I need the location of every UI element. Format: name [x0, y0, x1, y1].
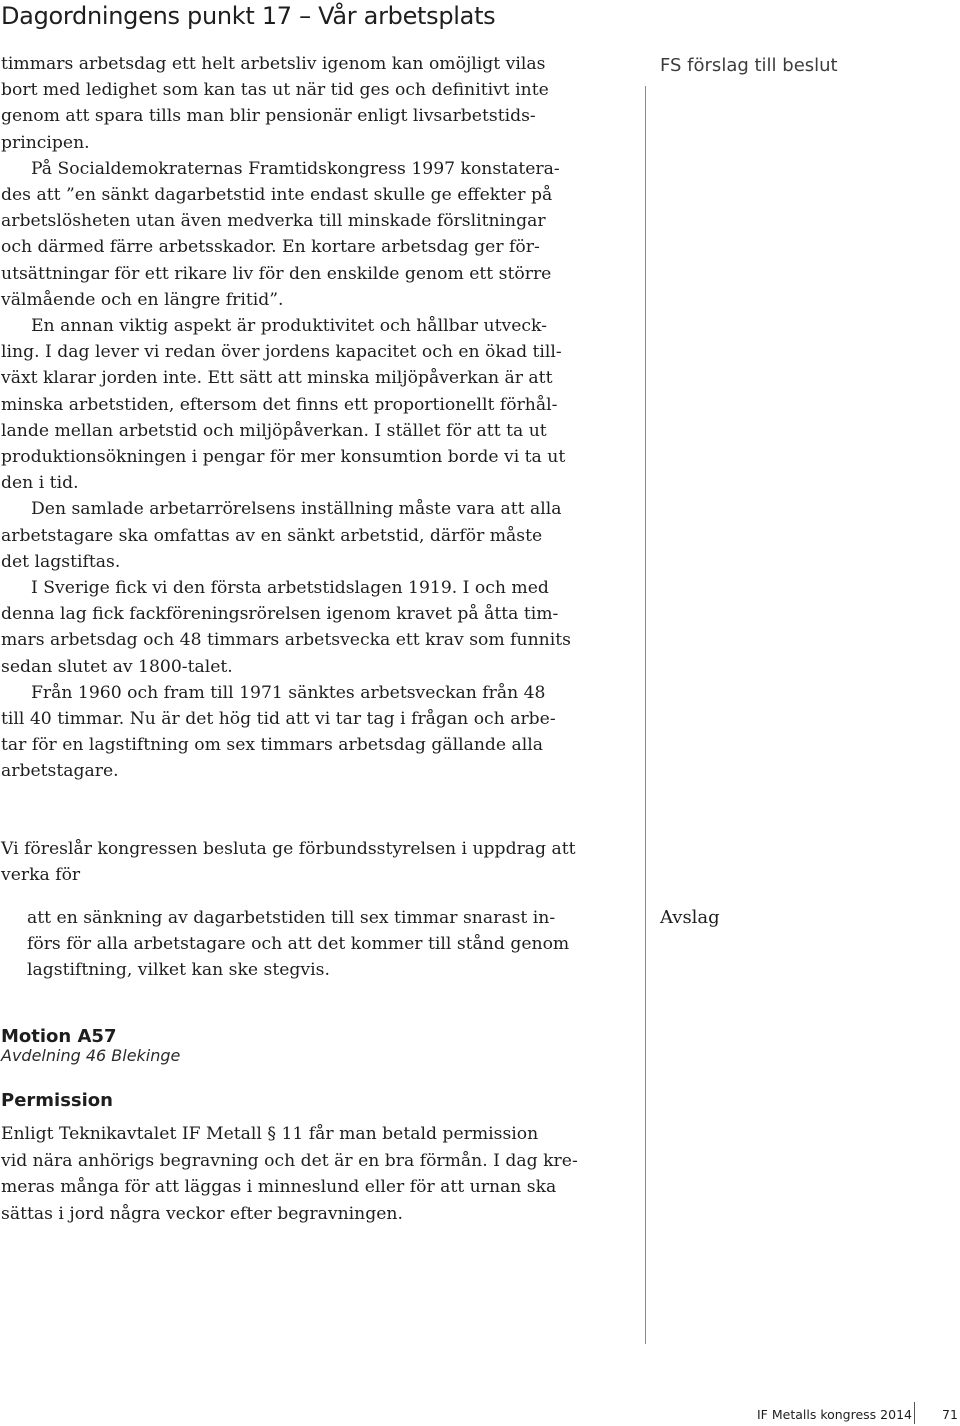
body-line: produktionsökningen i pengar för mer konsumtion borde vi ta ut	[1, 447, 566, 468]
body-line: lande mellan arbetstid och miljöpåverkan. I stället för att ta ut	[1, 420, 547, 441]
motion-line: Enligt Teknikavtalet IF Metall § 11 får man betald permission	[1, 1124, 539, 1144]
motion-line: vid nära anhörigs begravning och det är en bra förmån. I dag kre-	[1, 1150, 578, 1171]
proposal-line: Vi föreslår kongressen besluta ge förbundsstyrelsen i uppdrag att	[1, 839, 576, 859]
fs-proposal-heading: FS förslag till beslut	[660, 55, 838, 76]
att-line: att en sänkning av dagarbetstiden till sex timmar snarast in-	[27, 908, 556, 928]
body-line: utsättningar för ett rikare liv för den enskilde genom ett större	[1, 263, 552, 284]
body-line: En annan viktig aspekt är produktivitet och hållbar utveck-	[31, 316, 547, 337]
motion-subtitle: Avdelning 46 Blekinge	[1, 1046, 181, 1065]
body-line: till 40 timmar. Nu är det hög tid att vi tar tag i frågan och arbe-	[1, 709, 556, 730]
body-line: timmars arbetsdag ett helt arbetsliv igenom kan omöjligt vilas	[1, 54, 546, 74]
footer-divider	[914, 1402, 915, 1424]
proposal-intro	[1, 836, 631, 888]
body-line: arbetstagare ska omfattas av en sänkt arbetstid, därför måste	[1, 525, 543, 546]
column-divider	[645, 86, 646, 1344]
motion-text	[1, 1121, 631, 1227]
body-text	[1, 51, 621, 785]
body-line: des att ”en sänkt dagarbetstid inte endast skulle ge effekter på	[1, 185, 553, 206]
body-line: välmående och en längre fritid”.	[1, 289, 284, 310]
body-line: Från 1960 och fram till 1971 sänktes arbetsveckan från 48	[31, 682, 546, 703]
body-line: arbetstagare.	[1, 761, 119, 782]
body-line: principen.	[1, 132, 90, 153]
board-decision: Avslag	[660, 907, 720, 928]
body-line: arbetslösheten utan även medverka till minskade förslitningar	[1, 211, 546, 232]
page-number: 71	[942, 1407, 958, 1422]
body-line: tar för en lagstiftning om sex timmars arbetsdag gällande alla	[1, 735, 544, 756]
body-line: växt klarar jorden inte. Ett sätt att minska miljöpåverkan är att	[1, 368, 553, 389]
motion-title: Motion A57	[1, 1026, 117, 1047]
footer-label: IF Metalls kongress 2014	[757, 1407, 912, 1422]
body-line: bort med ledighet som kan tas ut när tid ges och definitivt inte	[1, 80, 549, 101]
body-line: mars arbetsdag och 48 timmars arbetsvecka ett krav som funnits	[1, 630, 571, 651]
body-line: Den samlade arbetarrörelsens inställning måste vara att alla	[31, 499, 562, 520]
att-clause	[27, 905, 637, 984]
proposal-line: verka för	[1, 865, 81, 886]
body-line: sedan slutet av 1800-talet.	[1, 656, 233, 677]
motion-line: sättas i jord några veckor efter begravningen.	[1, 1203, 403, 1224]
body-line: det lagstiftas.	[1, 551, 121, 572]
body-line: ling. I dag lever vi redan över jordens kapacitet och en ökad till-	[1, 342, 562, 363]
body-line: den i tid.	[1, 473, 79, 494]
body-line: och därmed färre arbetsskador. En kortare arbetsdag ger för-	[1, 237, 540, 258]
page-title: Dagordningens punkt 17 – Vår arbetsplats	[1, 2, 496, 30]
att-line: lagstiftning, vilket kan ske stegvis.	[27, 960, 330, 981]
body-line: I Sverige fick vi den första arbetstidslagen 1919. I och med	[31, 578, 549, 599]
att-line: förs för alla arbetstagare och att det kommer till stånd genom	[27, 934, 570, 955]
body-line: minska arbetstiden, eftersom det finns ett proportionellt förhål-	[1, 394, 558, 415]
motion-line: meras många för att läggas i minneslund eller för att urnan ska	[1, 1177, 557, 1197]
body-line: På Socialdemokraternas Framtidskongress 1997 konstatera-	[31, 158, 560, 179]
body-line: genom att spara tills man blir pensionär enligt livsarbetstids-	[1, 106, 536, 127]
body-line: denna lag fick fackföreningsrörelsen igenom kravet på åtta tim-	[1, 604, 559, 625]
motion-heading: Permission	[1, 1090, 113, 1111]
